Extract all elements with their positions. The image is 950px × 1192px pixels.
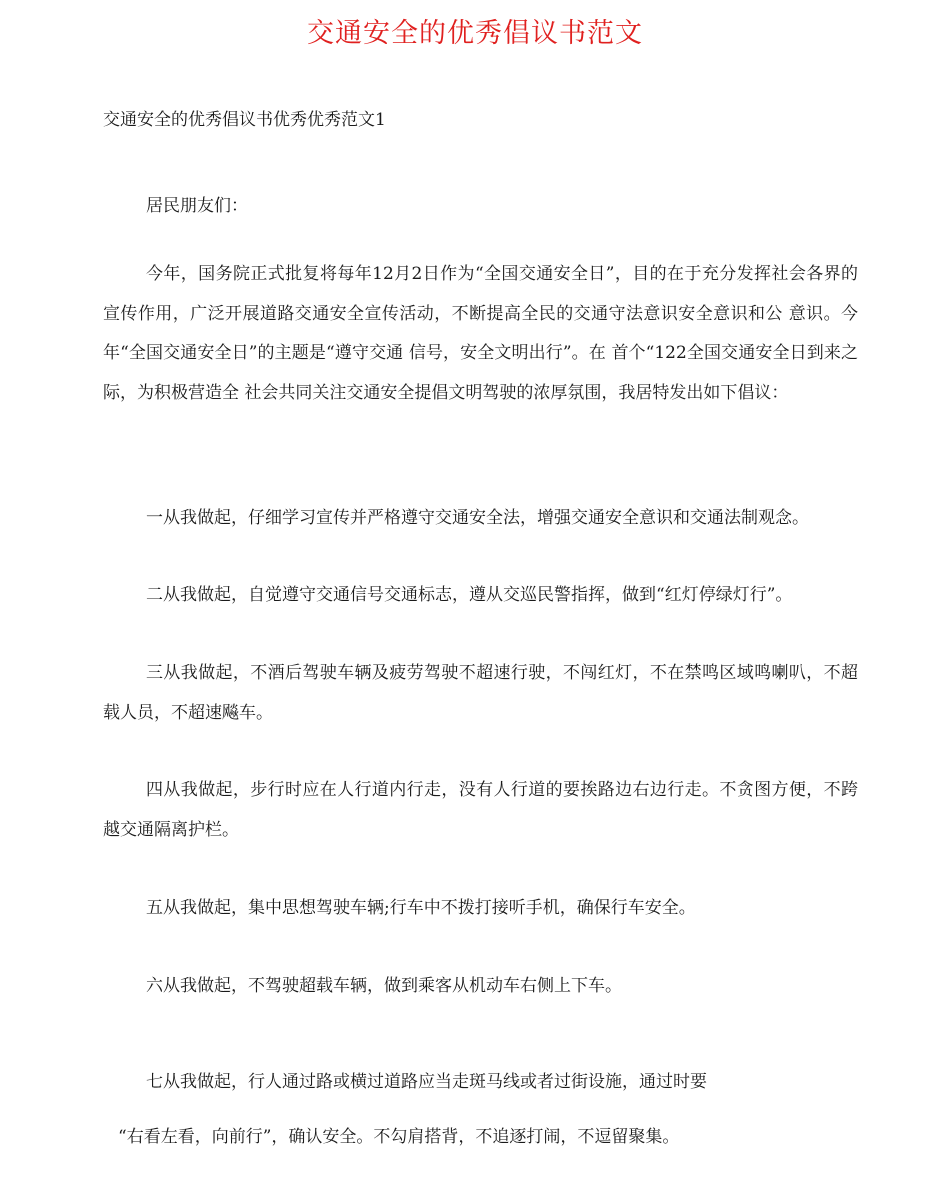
intro-paragraph: 今年，国务院正式批复将每年12月2日作为“全国交通安全日”，目的在于充分发挥社会各界的宣传作用，广泛开展道路交通安全宣传活动，不断提高全民的交通守法意识安全意识和公 意识。今年“全国交通安全日”的主题是“遵守交通 信号，安全文明出行”。在 首个“122全国交通安全日到来之际，为积极营造全 社会共同关注交通安全提倡文明驾驶的浓厚氛围，我居特发出如下倡议：	[103, 264, 858, 403]
proposal-item-4: 四从我做起，步行时应在人行道内行走，没有人行道的要挨路边右边行走。不贪图方便，不跨越交通隔离护栏。	[103, 780, 858, 840]
proposal-item-5: 五从我做起，集中思想驾驶车辆;行车中不拨打接听手机，确保行车安全。	[146, 898, 696, 918]
proposal-item-7: 七从我做起，行人通过路或横过道路应当走斑马线或者过街设施，通过时要	[146, 1072, 707, 1092]
proposal-item-6: 六从我做起，不驾驶超载车辆，做到乘客从机动车右侧上下车。	[146, 976, 622, 996]
document-subtitle: 交通安全的优秀倡议书优秀优秀范文1	[103, 110, 386, 130]
proposal-item-7-continued: “右看左看，向前行”，确认安全。不勾肩搭背，不追逐打闹，不逗留聚集。	[118, 1127, 680, 1147]
document-title: 交通安全的优秀倡议书范文	[307, 18, 643, 49]
greeting-paragraph: 居民朋友们：	[146, 196, 248, 216]
proposal-item-3: 三从我做起，不酒后驾驶车辆及疲劳驾驶不超速行驶，不闯红灯，不在禁鸣区域鸣喇叭，不超载人员，不超速飚车。	[103, 663, 858, 723]
proposal-item-1: 一从我做起，仔细学习宣传并严格遵守交通安全法，增强交通安全意识和交通法制观念。	[146, 508, 809, 528]
proposal-item-2: 二从我做起，自觉遵守交通信号交通标志，遵从交巡民警指挥，做到“红灯停绿灯行”。	[146, 585, 793, 605]
